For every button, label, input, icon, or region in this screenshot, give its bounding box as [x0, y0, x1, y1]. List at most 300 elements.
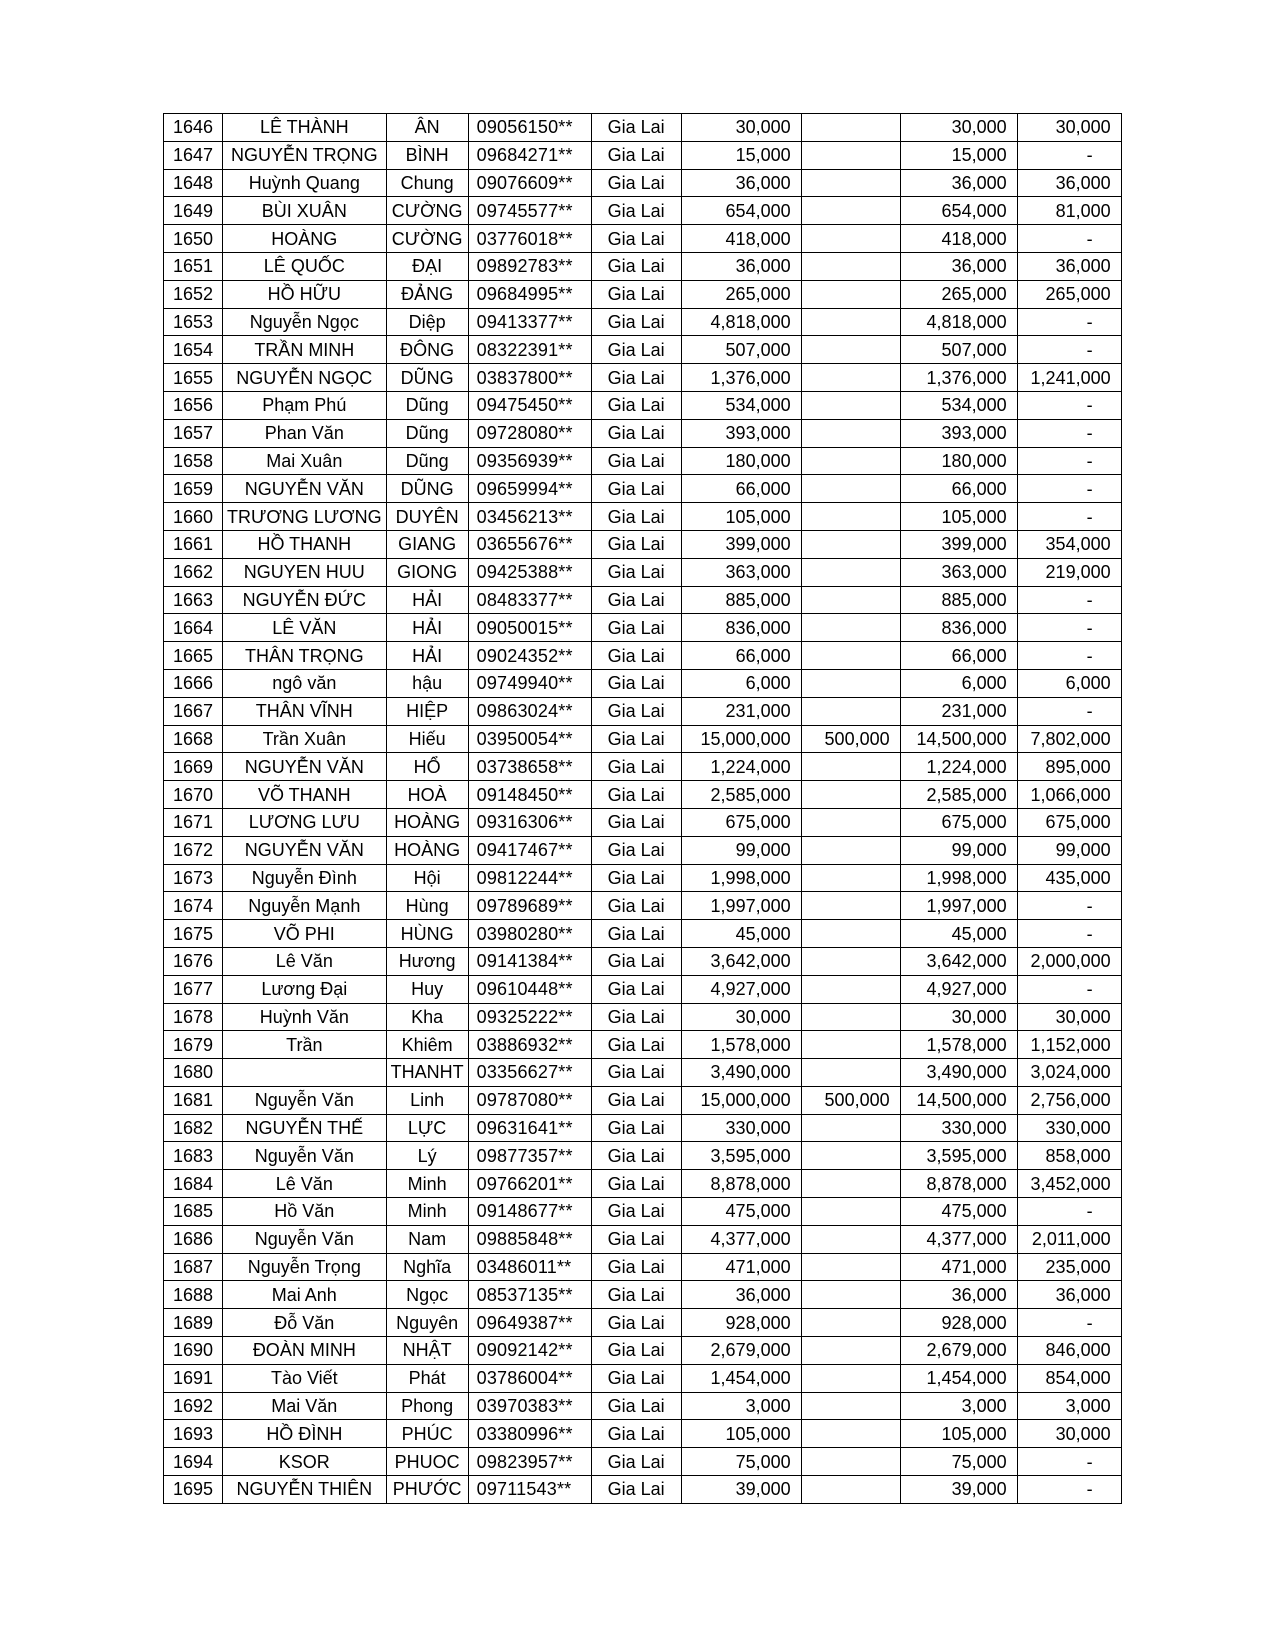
- table-row: [164, 1031, 1122, 1059]
- paid-amount-cell: -: [1017, 614, 1121, 642]
- given-name-cell: PHUOC: [386, 1448, 468, 1476]
- given-name-cell: Chung: [386, 169, 468, 197]
- deduction-cell: [801, 141, 900, 169]
- table-row: [164, 1225, 1122, 1253]
- net-amount-cell: 3,000: [900, 1392, 1017, 1420]
- deduction-cell: [801, 1059, 900, 1087]
- phone-cell: 09610448**: [468, 975, 591, 1003]
- amount-cell: 66,000: [681, 475, 801, 503]
- province-cell: Gia Lai: [591, 558, 681, 586]
- amount-cell: 4,927,000: [681, 975, 801, 1003]
- province-cell: Gia Lai: [591, 336, 681, 364]
- net-amount-cell: 39,000: [900, 1476, 1017, 1504]
- row-number: 1665: [164, 642, 223, 670]
- surname-cell: THÂN TRỌNG: [223, 642, 387, 670]
- province-cell: Gia Lai: [591, 391, 681, 419]
- net-amount-cell: 36,000: [900, 169, 1017, 197]
- net-amount-cell: 231,000: [900, 697, 1017, 725]
- surname-cell: LÊ THÀNH: [223, 114, 387, 142]
- province-cell: Gia Lai: [591, 1198, 681, 1226]
- table-row: [164, 1448, 1122, 1476]
- surname-cell: NGUYỄN ĐỨC: [223, 586, 387, 614]
- table-row: [164, 1392, 1122, 1420]
- phone-cell: 03980280**: [468, 920, 591, 948]
- phone-cell: 09766201**: [468, 1170, 591, 1198]
- net-amount-cell: 8,878,000: [900, 1170, 1017, 1198]
- surname-cell: Đỗ Văn: [223, 1309, 387, 1337]
- net-amount-cell: 1,224,000: [900, 753, 1017, 781]
- deduction-cell: [801, 1420, 900, 1448]
- table-row: [164, 586, 1122, 614]
- row-number: 1651: [164, 252, 223, 280]
- table-row: [164, 141, 1122, 169]
- phone-cell: 09684995**: [468, 280, 591, 308]
- phone-cell: 03456213**: [468, 503, 591, 531]
- net-amount-cell: 330,000: [900, 1114, 1017, 1142]
- province-cell: Gia Lai: [591, 1364, 681, 1392]
- surname-cell: Hồ Văn: [223, 1198, 387, 1226]
- given-name-cell: DŨNG: [386, 364, 468, 392]
- paid-amount-cell: -: [1017, 419, 1121, 447]
- given-name-cell: ĐÔNG: [386, 336, 468, 364]
- row-number: 1678: [164, 1003, 223, 1031]
- deduction-cell: [801, 1225, 900, 1253]
- given-name-cell: HỔ: [386, 753, 468, 781]
- phone-cell: 03738658**: [468, 753, 591, 781]
- net-amount-cell: 14,500,000: [900, 725, 1017, 753]
- given-name-cell: hậu: [386, 669, 468, 697]
- paid-amount-cell: 330,000: [1017, 1114, 1121, 1142]
- paid-amount-cell: 854,000: [1017, 1364, 1121, 1392]
- amount-cell: 36,000: [681, 169, 801, 197]
- given-name-cell: DUYÊN: [386, 503, 468, 531]
- phone-cell: 09076609**: [468, 169, 591, 197]
- given-name-cell: Hương: [386, 947, 468, 975]
- province-cell: Gia Lai: [591, 892, 681, 920]
- table-row: [164, 252, 1122, 280]
- given-name-cell: Minh: [386, 1170, 468, 1198]
- paid-amount-cell: -: [1017, 975, 1121, 1003]
- table-row: [164, 475, 1122, 503]
- amount-cell: 3,642,000: [681, 947, 801, 975]
- row-number: 1673: [164, 864, 223, 892]
- amount-cell: 1,997,000: [681, 892, 801, 920]
- deduction-cell: [801, 614, 900, 642]
- province-cell: Gia Lai: [591, 781, 681, 809]
- amount-cell: 507,000: [681, 336, 801, 364]
- province-cell: Gia Lai: [591, 808, 681, 836]
- paid-amount-cell: 81,000: [1017, 197, 1121, 225]
- given-name-cell: Minh: [386, 1198, 468, 1226]
- surname-cell: VÕ PHI: [223, 920, 387, 948]
- given-name-cell: ÂN: [386, 114, 468, 142]
- amount-cell: 3,490,000: [681, 1059, 801, 1087]
- row-number: 1689: [164, 1309, 223, 1337]
- amount-cell: 4,377,000: [681, 1225, 801, 1253]
- surname-cell: Phan Văn: [223, 419, 387, 447]
- paid-amount-cell: 1,241,000: [1017, 364, 1121, 392]
- phone-cell: 09024352**: [468, 642, 591, 670]
- table-row: [164, 1170, 1122, 1198]
- surname-cell: Nguyễn Trọng: [223, 1253, 387, 1281]
- table-row: [164, 697, 1122, 725]
- deduction-cell: [801, 642, 900, 670]
- surname-cell: Tào Viết: [223, 1364, 387, 1392]
- given-name-cell: Lý: [386, 1142, 468, 1170]
- table-row: [164, 892, 1122, 920]
- amount-cell: 15,000: [681, 141, 801, 169]
- net-amount-cell: 1,998,000: [900, 864, 1017, 892]
- surname-cell: NGUYỄN THẾ: [223, 1114, 387, 1142]
- given-name-cell: HẢI: [386, 642, 468, 670]
- row-number: 1686: [164, 1225, 223, 1253]
- paid-amount-cell: -: [1017, 503, 1121, 531]
- row-number: 1675: [164, 920, 223, 948]
- surname-cell: Nguyễn Văn: [223, 1142, 387, 1170]
- paid-amount-cell: 30,000: [1017, 1420, 1121, 1448]
- given-name-cell: DŨNG: [386, 475, 468, 503]
- amount-cell: 15,000,000: [681, 725, 801, 753]
- phone-cell: 09475450**: [468, 391, 591, 419]
- paid-amount-cell: -: [1017, 892, 1121, 920]
- row-number: 1672: [164, 836, 223, 864]
- phone-cell: 09892783**: [468, 252, 591, 280]
- province-cell: Gia Lai: [591, 1337, 681, 1365]
- surname-cell: NGUYEN HUU: [223, 558, 387, 586]
- net-amount-cell: 363,000: [900, 558, 1017, 586]
- surname-cell: Trần Xuân: [223, 725, 387, 753]
- table-row: [164, 419, 1122, 447]
- net-amount-cell: 30,000: [900, 1003, 1017, 1031]
- given-name-cell: HẢI: [386, 586, 468, 614]
- surname-cell: VÕ THANH: [223, 781, 387, 809]
- row-number: 1666: [164, 669, 223, 697]
- paid-amount-cell: 895,000: [1017, 753, 1121, 781]
- row-number: 1685: [164, 1198, 223, 1226]
- province-cell: Gia Lai: [591, 475, 681, 503]
- given-name-cell: Khiêm: [386, 1031, 468, 1059]
- row-number: 1687: [164, 1253, 223, 1281]
- phone-cell: 03837800**: [468, 364, 591, 392]
- deduction-cell: [801, 753, 900, 781]
- surname-cell: Mai Anh: [223, 1281, 387, 1309]
- deduction-cell: [801, 530, 900, 558]
- phone-cell: 09417467**: [468, 836, 591, 864]
- province-cell: Gia Lai: [591, 1448, 681, 1476]
- given-name-cell: THANHT: [386, 1059, 468, 1087]
- row-number: 1663: [164, 586, 223, 614]
- phone-cell: 03380996**: [468, 1420, 591, 1448]
- amount-cell: 99,000: [681, 836, 801, 864]
- row-number: 1692: [164, 1392, 223, 1420]
- province-cell: Gia Lai: [591, 503, 681, 531]
- surname-cell: Lương Đại: [223, 975, 387, 1003]
- net-amount-cell: 1,578,000: [900, 1031, 1017, 1059]
- table-row: [164, 364, 1122, 392]
- net-amount-cell: 2,679,000: [900, 1337, 1017, 1365]
- province-cell: Gia Lai: [591, 530, 681, 558]
- net-amount-cell: 534,000: [900, 391, 1017, 419]
- phone-cell: 03886932**: [468, 1031, 591, 1059]
- phone-cell: 09745577**: [468, 197, 591, 225]
- amount-cell: 1,578,000: [681, 1031, 801, 1059]
- table-row: [164, 169, 1122, 197]
- surname-cell: Nguyễn Ngọc: [223, 308, 387, 336]
- paid-amount-cell: -: [1017, 920, 1121, 948]
- row-number: 1694: [164, 1448, 223, 1476]
- net-amount-cell: 36,000: [900, 252, 1017, 280]
- surname-cell: LÊ QUỐC: [223, 252, 387, 280]
- given-name-cell: Dũng: [386, 391, 468, 419]
- amount-cell: 1,376,000: [681, 364, 801, 392]
- amount-cell: 330,000: [681, 1114, 801, 1142]
- phone-cell: 09659994**: [468, 475, 591, 503]
- paid-amount-cell: 3,024,000: [1017, 1059, 1121, 1087]
- phone-cell: 09425388**: [468, 558, 591, 586]
- row-number: 1680: [164, 1059, 223, 1087]
- net-amount-cell: 471,000: [900, 1253, 1017, 1281]
- table-row: [164, 1337, 1122, 1365]
- net-amount-cell: 4,818,000: [900, 308, 1017, 336]
- net-amount-cell: 1,376,000: [900, 364, 1017, 392]
- given-name-cell: HẢI: [386, 614, 468, 642]
- phone-cell: 09056150**: [468, 114, 591, 142]
- deduction-cell: [801, 1253, 900, 1281]
- phone-cell: 09316306**: [468, 808, 591, 836]
- net-amount-cell: 3,642,000: [900, 947, 1017, 975]
- amount-cell: 36,000: [681, 252, 801, 280]
- paid-amount-cell: 354,000: [1017, 530, 1121, 558]
- amount-cell: 39,000: [681, 1476, 801, 1504]
- paid-amount-cell: 675,000: [1017, 808, 1121, 836]
- deduction-cell: [801, 697, 900, 725]
- net-amount-cell: 6,000: [900, 669, 1017, 697]
- net-amount-cell: 265,000: [900, 280, 1017, 308]
- phone-cell: 09649387**: [468, 1309, 591, 1337]
- paid-amount-cell: 36,000: [1017, 1281, 1121, 1309]
- surname-cell: NGUYỄN VĂN: [223, 753, 387, 781]
- data-table: [163, 113, 1122, 1504]
- row-number: 1691: [164, 1364, 223, 1392]
- deduction-cell: 500,000: [801, 1086, 900, 1114]
- net-amount-cell: 393,000: [900, 419, 1017, 447]
- paid-amount-cell: -: [1017, 586, 1121, 614]
- given-name-cell: GIANG: [386, 530, 468, 558]
- given-name-cell: PHƯỚC: [386, 1476, 468, 1504]
- paid-amount-cell: -: [1017, 1448, 1121, 1476]
- table-row: [164, 225, 1122, 253]
- province-cell: Gia Lai: [591, 614, 681, 642]
- paid-amount-cell: 858,000: [1017, 1142, 1121, 1170]
- row-number: 1674: [164, 892, 223, 920]
- row-number: 1652: [164, 280, 223, 308]
- surname-cell: [223, 1059, 387, 1087]
- given-name-cell: Nguyên: [386, 1309, 468, 1337]
- paid-amount-cell: 36,000: [1017, 169, 1121, 197]
- amount-cell: 1,454,000: [681, 1364, 801, 1392]
- table-row: [164, 920, 1122, 948]
- row-number: 1667: [164, 697, 223, 725]
- table-row: [164, 1142, 1122, 1170]
- amount-cell: 363,000: [681, 558, 801, 586]
- surname-cell: HỒ ĐÌNH: [223, 1420, 387, 1448]
- deduction-cell: [801, 920, 900, 948]
- row-number: 1648: [164, 169, 223, 197]
- amount-cell: 471,000: [681, 1253, 801, 1281]
- phone-cell: 09728080**: [468, 419, 591, 447]
- deduction-cell: [801, 836, 900, 864]
- net-amount-cell: 475,000: [900, 1198, 1017, 1226]
- given-name-cell: Huy: [386, 975, 468, 1003]
- paid-amount-cell: 219,000: [1017, 558, 1121, 586]
- amount-cell: 534,000: [681, 391, 801, 419]
- deduction-cell: [801, 1392, 900, 1420]
- table-row: [164, 530, 1122, 558]
- given-name-cell: Hiếu: [386, 725, 468, 753]
- paid-amount-cell: 6,000: [1017, 669, 1121, 697]
- table-row: [164, 1003, 1122, 1031]
- table-row: [164, 1114, 1122, 1142]
- paid-amount-cell: -: [1017, 447, 1121, 475]
- surname-cell: Phạm Phú: [223, 391, 387, 419]
- row-number: 1655: [164, 364, 223, 392]
- amount-cell: 928,000: [681, 1309, 801, 1337]
- row-number: 1654: [164, 336, 223, 364]
- surname-cell: NGUYỄN TRỌNG: [223, 141, 387, 169]
- given-name-cell: LỰC: [386, 1114, 468, 1142]
- province-cell: Gia Lai: [591, 1392, 681, 1420]
- net-amount-cell: 45,000: [900, 920, 1017, 948]
- paid-amount-cell: -: [1017, 475, 1121, 503]
- amount-cell: 231,000: [681, 697, 801, 725]
- province-cell: Gia Lai: [591, 225, 681, 253]
- table-row: [164, 114, 1122, 142]
- net-amount-cell: 836,000: [900, 614, 1017, 642]
- deduction-cell: [801, 225, 900, 253]
- surname-cell: Huỳnh Quang: [223, 169, 387, 197]
- surname-cell: Mai Văn: [223, 1392, 387, 1420]
- province-cell: Gia Lai: [591, 586, 681, 614]
- province-cell: Gia Lai: [591, 1170, 681, 1198]
- table-row: [164, 447, 1122, 475]
- phone-cell: 03970383**: [468, 1392, 591, 1420]
- net-amount-cell: 2,585,000: [900, 781, 1017, 809]
- deduction-cell: [801, 1337, 900, 1365]
- paid-amount-cell: -: [1017, 642, 1121, 670]
- net-amount-cell: 105,000: [900, 1420, 1017, 1448]
- province-cell: Gia Lai: [591, 753, 681, 781]
- paid-amount-cell: 1,152,000: [1017, 1031, 1121, 1059]
- deduction-cell: [801, 280, 900, 308]
- given-name-cell: Hội: [386, 864, 468, 892]
- row-number: 1657: [164, 419, 223, 447]
- phone-cell: 03950054**: [468, 725, 591, 753]
- table-row: [164, 669, 1122, 697]
- phone-cell: 09356939**: [468, 447, 591, 475]
- amount-cell: 3,595,000: [681, 1142, 801, 1170]
- province-cell: Gia Lai: [591, 308, 681, 336]
- table-row: [164, 1476, 1122, 1504]
- province-cell: Gia Lai: [591, 1086, 681, 1114]
- surname-cell: THÂN VĨNH: [223, 697, 387, 725]
- phone-cell: 09823957**: [468, 1448, 591, 1476]
- net-amount-cell: 1,997,000: [900, 892, 1017, 920]
- amount-cell: 30,000: [681, 114, 801, 142]
- surname-cell: Nguyễn Văn: [223, 1225, 387, 1253]
- paid-amount-cell: -: [1017, 225, 1121, 253]
- row-number: 1660: [164, 503, 223, 531]
- given-name-cell: Kha: [386, 1003, 468, 1031]
- deduction-cell: [801, 1448, 900, 1476]
- row-number: 1670: [164, 781, 223, 809]
- deduction-cell: [801, 169, 900, 197]
- table-row: [164, 391, 1122, 419]
- deduction-cell: [801, 1003, 900, 1031]
- table-row: [164, 975, 1122, 1003]
- row-number: 1668: [164, 725, 223, 753]
- row-number: 1649: [164, 197, 223, 225]
- table-row: [164, 1281, 1122, 1309]
- paid-amount-cell: 99,000: [1017, 836, 1121, 864]
- surname-cell: ngô văn: [223, 669, 387, 697]
- row-number: 1677: [164, 975, 223, 1003]
- province-cell: Gia Lai: [591, 1253, 681, 1281]
- province-cell: Gia Lai: [591, 280, 681, 308]
- amount-cell: 654,000: [681, 197, 801, 225]
- paid-amount-cell: -: [1017, 1476, 1121, 1504]
- province-cell: Gia Lai: [591, 419, 681, 447]
- deduction-cell: [801, 781, 900, 809]
- province-cell: Gia Lai: [591, 252, 681, 280]
- deduction-cell: [801, 808, 900, 836]
- phone-cell: 09413377**: [468, 308, 591, 336]
- net-amount-cell: 4,377,000: [900, 1225, 1017, 1253]
- deduction-cell: [801, 503, 900, 531]
- amount-cell: 36,000: [681, 1281, 801, 1309]
- given-name-cell: HOÀ: [386, 781, 468, 809]
- row-number: 1650: [164, 225, 223, 253]
- given-name-cell: HOÀNG: [386, 808, 468, 836]
- phone-cell: 08322391**: [468, 336, 591, 364]
- phone-cell: 09325222**: [468, 1003, 591, 1031]
- deduction-cell: [801, 1114, 900, 1142]
- net-amount-cell: 105,000: [900, 503, 1017, 531]
- paid-amount-cell: 30,000: [1017, 1003, 1121, 1031]
- phone-cell: 08483377**: [468, 586, 591, 614]
- paid-amount-cell: 30,000: [1017, 114, 1121, 142]
- phone-cell: 09885848**: [468, 1225, 591, 1253]
- province-cell: Gia Lai: [591, 1476, 681, 1504]
- deduction-cell: [801, 308, 900, 336]
- surname-cell: Huỳnh Văn: [223, 1003, 387, 1031]
- province-cell: Gia Lai: [591, 1003, 681, 1031]
- net-amount-cell: 180,000: [900, 447, 1017, 475]
- table-row: [164, 1364, 1122, 1392]
- given-name-cell: HIỆP: [386, 697, 468, 725]
- paid-amount-cell: -: [1017, 1198, 1121, 1226]
- row-number: 1646: [164, 114, 223, 142]
- phone-cell: 03655676**: [468, 530, 591, 558]
- phone-cell: 09711543**: [468, 1476, 591, 1504]
- amount-cell: 1,224,000: [681, 753, 801, 781]
- paid-amount-cell: 235,000: [1017, 1253, 1121, 1281]
- province-cell: Gia Lai: [591, 1031, 681, 1059]
- surname-cell: HỒ HỮU: [223, 280, 387, 308]
- net-amount-cell: 14,500,000: [900, 1086, 1017, 1114]
- amount-cell: 15,000,000: [681, 1086, 801, 1114]
- given-name-cell: PHÚC: [386, 1420, 468, 1448]
- province-cell: Gia Lai: [591, 864, 681, 892]
